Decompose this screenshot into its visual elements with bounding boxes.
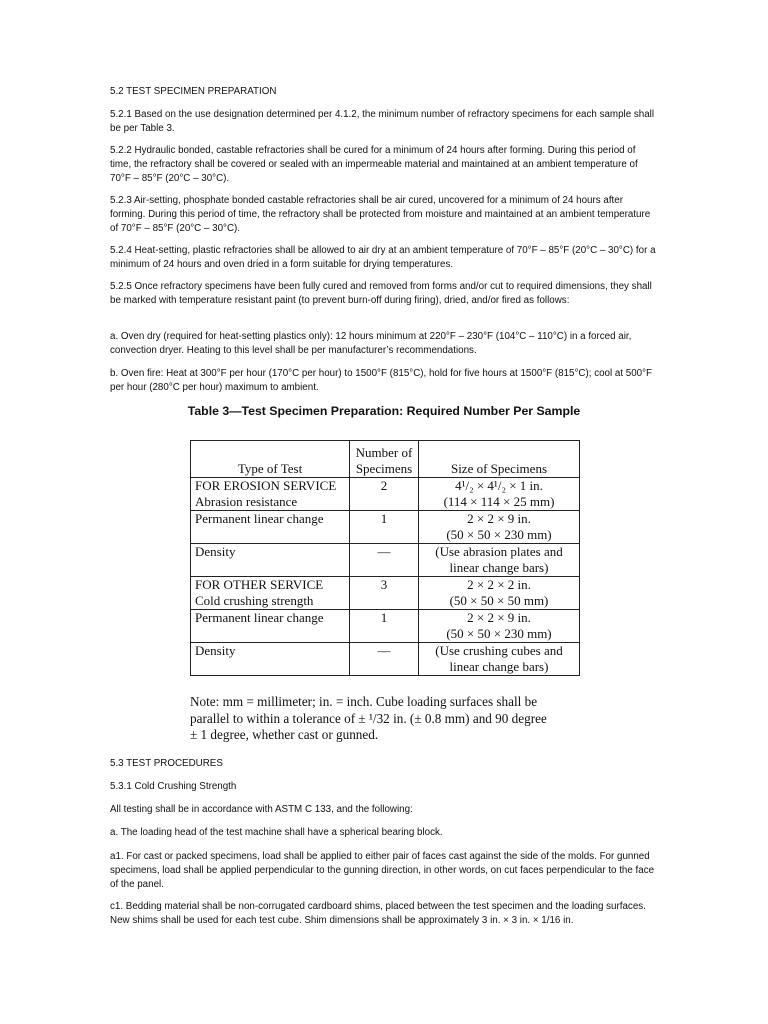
table-row: Density — (Use abrasion plates and linear change bars) xyxy=(191,544,580,577)
header-number-of-specimens: Number of Specimens xyxy=(350,441,419,478)
paragraph-5-3-1-a: a. The loading head of the test machine shall have a spherical bearing block. xyxy=(110,827,443,838)
table-row: FOR OTHER SERVICE Cold crushing strength 3 2 × 2 × 2 in. (50 × 50 × 50 mm) xyxy=(191,577,580,610)
table-row: Permanent linear change 1 2 × 2 × 9 in. (50 × 50 × 230 mm) xyxy=(191,610,580,643)
specimen-table xyxy=(190,440,580,676)
paragraph-5-2-5: 5.2.5 Once refractory specimens have been fully cured and removed from forms and/or cut to required dimensions, they shall be marked with temperature resistant paint (to prevent burn-off during firing), dried, and/or fired as follows: xyxy=(110,281,652,306)
table-title: Table 3—Test Specimen Preparation: Required Number Per Sample xyxy=(187,404,581,418)
table-note: Note: mm = millimeter; in. = inch. Cube loading surfaces shall be parallel to within a tolerance of ± ¹/32 in. (± 0.8 mm) and 90 degree ± 1 degree, whether cast or gunned. xyxy=(190,694,547,742)
paragraph-5-3-1-a1: a1. For cast or packed specimens, load shall be applied to either pair of faces cast against the side of the molds. For gunned specimens, load shall be applied perpendicular to the gunning direction, in other words, on cut faces perpendicular to the face of the panel. xyxy=(110,851,655,890)
paragraph-5-3-1-c1: c1. Bedding material shall be non-corrugated cardboard shims, placed between the test specimen and the loading surfaces. New shims shall be used for each test cube. Shim dimensions shall be approximately 3 in. × 3 in. × 1/16 in. xyxy=(110,901,646,926)
subheading-5-3-1: 5.3.1 Cold Crushing Strength xyxy=(110,781,237,792)
section-heading-5-2: 5.2 TEST SPECIMEN PREPARATION xyxy=(110,86,277,97)
paragraph-5-2-5-b: b. Oven fire: Heat at 300°F per hour (170°C per hour) to 1500°F (815°C), hold for five hours at 1500°F (815°C); cool at 500°F per hour (280°C per hour) maximum to ambient. xyxy=(110,368,653,393)
section-heading-5-3: 5.3 TEST PROCEDURES xyxy=(110,758,223,769)
table-header-row xyxy=(191,441,580,478)
table-row: Density — (Use crushing cubes and linear change bars) xyxy=(191,643,580,676)
paragraph-5-2-3: 5.2.3 Air-setting, phosphate bonded castable refractories shall be air cured, uncovered for a minimum of 24 hours after forming. During this period of time, the refractory shall be protected from moisture and maintained at an ambient temperature of 70°F – 85°F (20°C – 30°C). xyxy=(110,195,651,234)
paragraph-5-2-4: 5.2.4 Heat-setting, plastic refractories shall be allowed to air dry at an ambient temperature of 70°F – 85°F (20°C – 30°C) for a minimum of 24 hours and oven dried in a form suitable for drying temperatures. xyxy=(110,245,656,270)
paragraph-all-testing: All testing shall be in accordance with ASTM C 133, and the following: xyxy=(110,804,413,815)
paragraph-5-2-2: 5.2.2 Hydraulic bonded, castable refractories shall be cured for a minimum of 24 hours after forming. During this period of time, the refractory shall be covered or sealed with an impermeable material and maintained at an ambient temperature of 70°F – 85°F (20°C – 30°C). xyxy=(110,145,638,184)
paragraph-5-2-1: 5.2.1 Based on the use designation determined per 4.1.2, the minimum number of refractory specimens for each sample shall be per Table 3. xyxy=(110,109,655,134)
table-row: FOR EROSION SERVICE Abrasion resistance 2 4¹/₂ × 4¹/₂ × 1 in. (114 × 114 × 25 mm) xyxy=(191,478,580,511)
header-type-of-test: Type of Test xyxy=(191,441,350,478)
paragraph-5-2-5-a: a. Oven dry (required for heat-setting plastics only): 12 hours minimum at 220°F – 230°F (104°C – 110°C) in a forced air, convection dryer. Heating to this level shall be per manufacturer’s recommendations. xyxy=(110,331,632,356)
table-row: Permanent linear change 1 2 × 2 × 9 in. (50 × 50 × 230 mm) xyxy=(191,511,580,544)
header-size-of-specimens: Size of Specimens xyxy=(419,441,580,478)
